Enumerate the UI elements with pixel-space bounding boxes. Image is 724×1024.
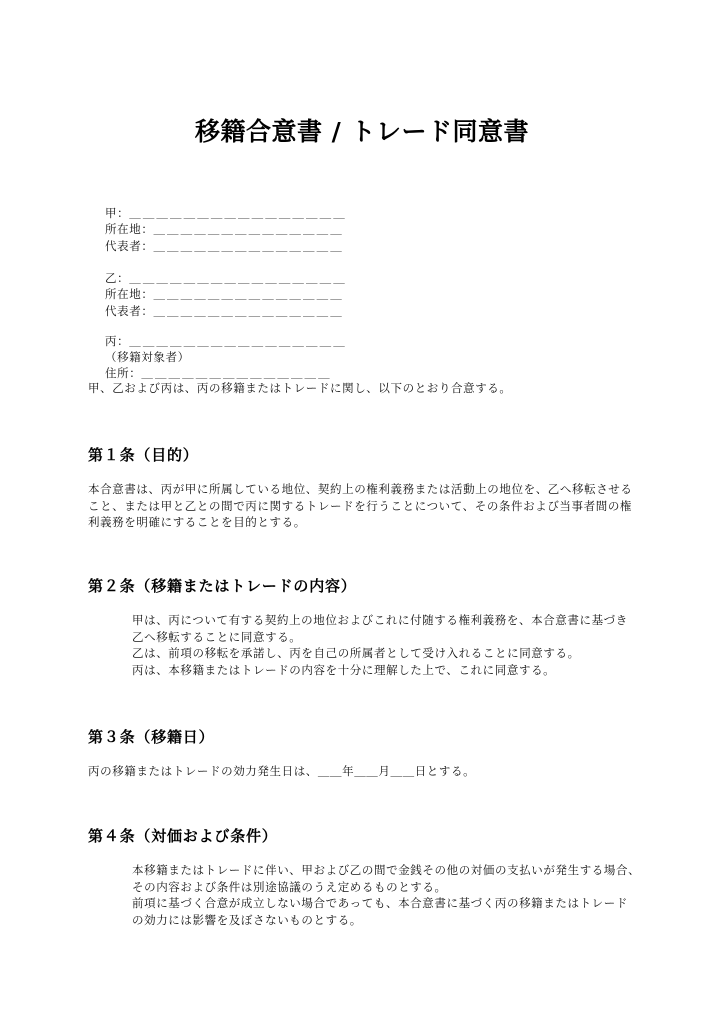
party-ko-address-label: 所在地：: [105, 222, 154, 236]
article-1-line: 本合意書は、丙が甲に所属している地位、契約上の権利義務または活動上の地位を、乙へ移転させる: [88, 482, 633, 496]
article-1-line: 利義務を明確にすることを目的とする。: [88, 515, 306, 529]
party-ko-rep-blank[interactable]: ＿＿＿＿＿＿＿＿＿＿＿＿＿＿: [153, 239, 344, 253]
preamble-text: 甲、乙および丙は、丙の移籍またはトレードに関し、以下のとおり合意する。: [88, 381, 512, 395]
article-4-line: 本移籍またはトレードに伴い、甲および乙の間で金銭その他の対価の支払いが発生する場合、: [132, 863, 641, 877]
party-hei-name-label: 丙：: [105, 334, 130, 348]
document-title: 移籍合意書 / トレード同意書: [194, 117, 530, 146]
party-ko-name-label: 甲：: [105, 206, 130, 220]
preamble: [88, 380, 648, 397]
party-otsu-address-blank[interactable]: ＿＿＿＿＿＿＿＿＿＿＿＿＿＿: [153, 287, 344, 301]
article-3-line: 丙の移籍またはトレードの効力発生日は、＿＿年＿＿月＿＿日とする。: [88, 764, 476, 778]
party-ko-address-blank[interactable]: ＿＿＿＿＿＿＿＿＿＿＿＿＿＿: [153, 222, 344, 236]
party-otsu-name-label: 乙：: [105, 271, 130, 285]
article-1-line: こと、または甲と乙との間で丙に関するトレードを行うことについて、その条件および当事者間の権: [88, 498, 633, 513]
party-ko-rep-label: 代表者：: [105, 239, 154, 253]
party-hei-address-blank[interactable]: ＿＿＿＿＿＿＿＿＿＿＿＿＿＿: [141, 366, 332, 380]
party-hei-note-text: （移籍対象者）: [105, 350, 190, 364]
article-2-line: 乙は、前項の移転を承諾し、丙を自己の所属者として受け入れることに同意する。: [132, 646, 580, 660]
article-4-body: [132, 862, 652, 928]
article-2-heading: 第２条（移籍またはトレードの内容）: [88, 577, 357, 595]
article-4-line: 前項に基づく合意が成立しない場合であっても、本合意書に基づく丙の移籍またはトレード: [132, 896, 628, 910]
party-hei-address-label: 住所：: [105, 366, 142, 380]
article-3-heading: 第３条（移籍日）: [88, 728, 215, 746]
party-ko-name-blank[interactable]: ＿＿＿＿＿＿＿＿＿＿＿＿＿＿＿＿: [129, 206, 347, 220]
article-3-body: [88, 763, 648, 780]
party-otsu-name-blank[interactable]: ＿＿＿＿＿＿＿＿＿＿＿＿＿＿＿＿: [129, 271, 347, 285]
party-otsu-address-label: 所在地：: [105, 287, 154, 301]
article-2-body: [132, 612, 652, 678]
article-4-line: その内容および条件は別途協議のうえ定めるものとする。: [132, 879, 447, 894]
article-4-line: の効力には影響を及ぼさないものとする。: [132, 912, 362, 927]
article-1-heading: 第１条（目的）: [88, 446, 199, 464]
article-2-line: 乙へ移転することに同意する。: [132, 629, 302, 644]
article-4-heading: 第４条（対価および条件）: [88, 827, 278, 845]
article-2-line: 丙は、本移籍またはトレードの内容を十分に理解した上で、これに同意する。: [132, 662, 556, 677]
party-otsu-rep-label: 代表者：: [105, 304, 154, 318]
party-otsu-rep-blank[interactable]: ＿＿＿＿＿＿＿＿＿＿＿＿＿＿: [153, 304, 344, 318]
article-1-body: [88, 481, 648, 531]
party-hei-name-blank[interactable]: ＿＿＿＿＿＿＿＿＿＿＿＿＿＿＿＿: [129, 334, 347, 348]
article-2-line: 甲は、丙について有する契約上の地位およびこれに付随する権利義務を、本合意書に基づき: [132, 613, 628, 627]
